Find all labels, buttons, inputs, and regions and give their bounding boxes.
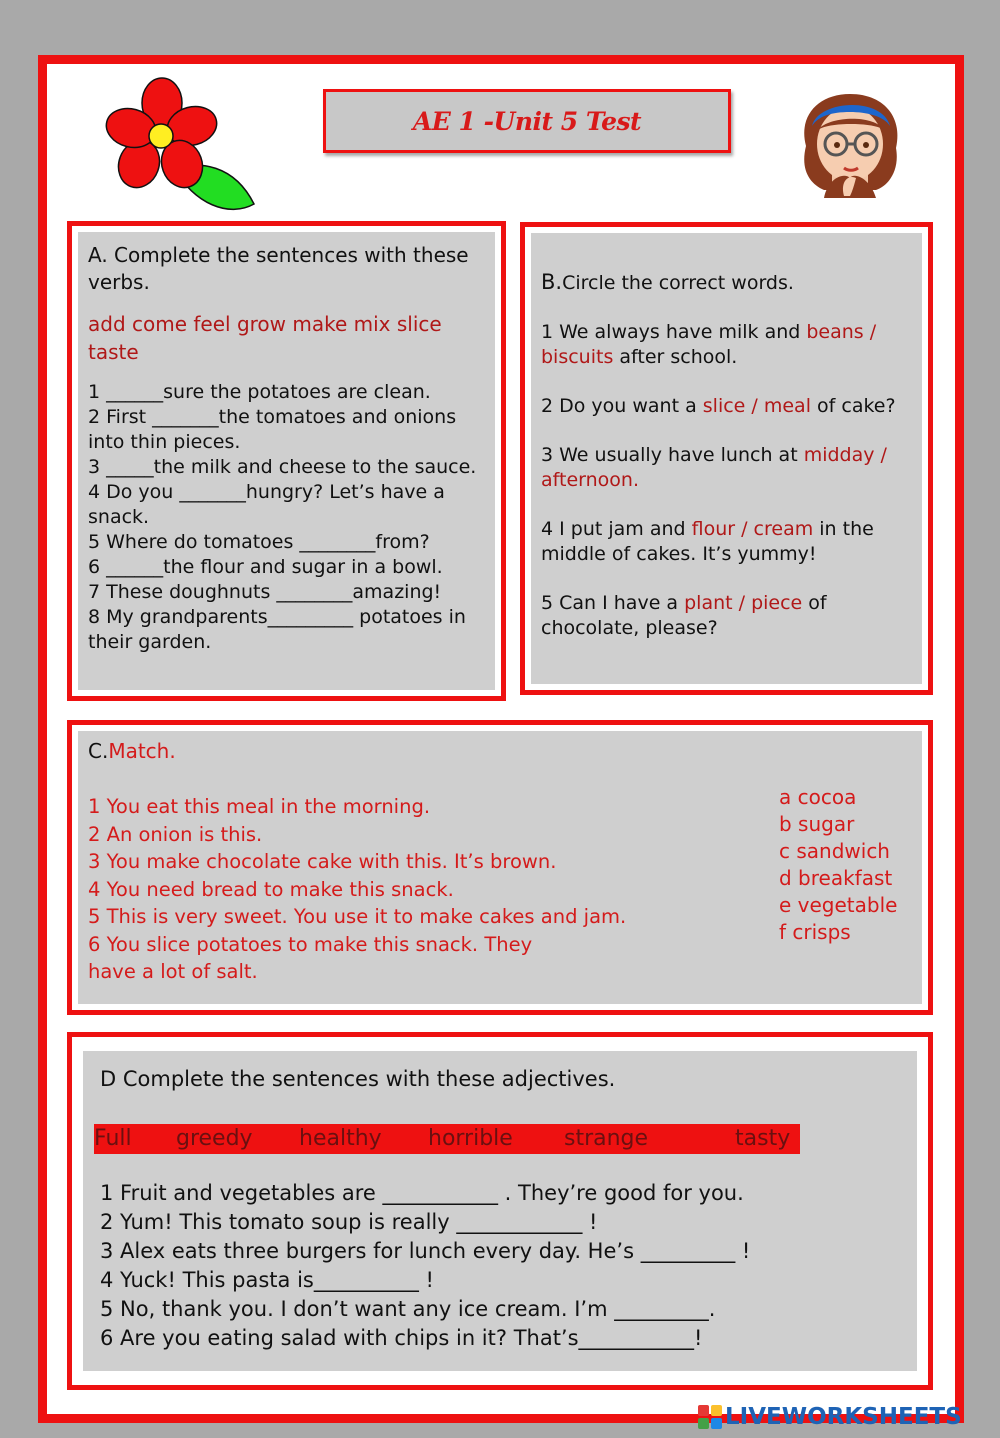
- section-d-item: 4 Yuck! This pasta is__________ !: [100, 1268, 434, 1292]
- section-c-item: 5 This is very sweet. You use it to make cakes and jam.: [88, 905, 627, 928]
- section-d-item: 5 No, thank you. I don’t want any ice cream. I’m _________.: [100, 1297, 716, 1321]
- section-b-item: [541, 320, 914, 370]
- section-b-item: [541, 591, 914, 641]
- item-options[interactable]: beans / biscuits: [541, 321, 877, 368]
- liveworksheets-watermark: [697, 1404, 962, 1430]
- item-options[interactable]: midday / afternoon.: [541, 444, 887, 491]
- section-c-heading-text: Match.: [108, 739, 176, 763]
- item-text: of chocolate, please?: [541, 592, 827, 639]
- item-text: 1 We always have milk and: [541, 321, 807, 343]
- word-bank-item: strange: [564, 1126, 649, 1151]
- word-bank-item: horrible: [428, 1126, 513, 1151]
- worksheet-title: AE 1 -Unit 5 Test: [412, 106, 642, 136]
- section-b-item: [541, 517, 914, 567]
- section-c-option[interactable]: e vegetable: [779, 893, 898, 917]
- item-text: of cake?: [810, 395, 896, 417]
- teacher-avatar-icon: [788, 86, 912, 198]
- section-d-item: 1 Fruit and vegetables are ___________ . They’re good for you.: [100, 1181, 744, 1205]
- section-c-item: 4 You need bread to make this snack.: [88, 877, 454, 901]
- word-bank-item: Full: [94, 1126, 132, 1151]
- section-c-option[interactable]: b sugar: [779, 812, 855, 836]
- item-options[interactable]: plant / piece: [684, 592, 803, 614]
- section-a-item: 6 ______the flour and sugar in a bowl.: [88, 556, 443, 578]
- section-a-item: 7 These doughnuts ________amazing!: [88, 581, 442, 603]
- section-a-item: 3 _____the milk and cheese to the sauce.: [88, 456, 477, 478]
- section-a-content: [78, 232, 495, 690]
- section-a-item: 5 Where do tomatoes ________from?: [88, 531, 430, 553]
- watermark-text: LIVEWORKSHEETS: [725, 1404, 962, 1430]
- item-text: 3 We usually have lunch at: [541, 444, 804, 466]
- section-a-word-bank: add come feel grow make mix slice taste: [88, 312, 442, 364]
- liveworksheets-logo-icon: [697, 1404, 723, 1430]
- section-c-item: 6 You slice potatoes to make this snack. They have a lot of salt.: [88, 932, 533, 983]
- section-c-item: 3 You make chocolate cake with this. It’s brown.: [88, 850, 557, 873]
- section-a-item: 1 ______sure the potatoes are clean.: [88, 381, 431, 403]
- item-text: in the middle of cakes. It’s yummy!: [541, 518, 874, 565]
- section-d-item: 2 Yum! This tomato soup is really ____________ !: [100, 1210, 598, 1234]
- section-a-item: 8 My grandparents_________ potatoes in their garden.: [88, 606, 466, 653]
- section-c-option[interactable]: a cocoa: [779, 785, 857, 809]
- section-b-letter: B.: [541, 270, 563, 294]
- section-c-letter: C.: [88, 739, 109, 763]
- section-d-content: [83, 1051, 917, 1371]
- item-text: after school.: [613, 346, 738, 368]
- section-a-item: 4 Do you _______hungry? Let’s have a snack.: [88, 481, 445, 528]
- section-c-panel: [67, 720, 933, 1015]
- flower-icon: [104, 76, 264, 218]
- section-c-item: 2 An onion is this.: [88, 822, 263, 846]
- section-a-panel: [67, 221, 506, 701]
- section-c-item: 1 You eat this meal in the morning.: [88, 795, 431, 818]
- item-text: 4 I put jam and: [541, 518, 692, 540]
- item-options[interactable]: slice / meal: [702, 395, 811, 417]
- section-d-heading: D Complete the sentences with these adjectives.: [100, 1067, 616, 1091]
- section-b-heading-text: Circle the correct words.: [562, 272, 794, 294]
- word-bank-item: greedy: [176, 1126, 253, 1151]
- section-b-heading: [541, 270, 914, 296]
- title-banner: [323, 89, 731, 153]
- section-c-option[interactable]: f crisps: [779, 920, 851, 944]
- item-options[interactable]: flour / cream: [691, 518, 814, 540]
- item-text: 5 Can I have a: [541, 592, 685, 614]
- word-bank-item: tasty: [735, 1126, 791, 1151]
- word-bank-item: healthy: [299, 1126, 382, 1151]
- section-a-item: 2 First _______the tomatoes and onions into thin pieces.: [88, 406, 457, 453]
- section-d-panel: [67, 1032, 933, 1390]
- section-c-option[interactable]: d breakfast: [779, 866, 893, 890]
- section-d-item: 6 Are you eating salad with chips in it? That’s___________!: [100, 1326, 703, 1350]
- section-c-content: [78, 731, 922, 1004]
- section-c-option[interactable]: c sandwich: [779, 839, 890, 863]
- section-a-heading: A. Complete the sentences with these verbs.: [88, 243, 469, 294]
- section-d-item: 3 Alex eats three burgers for lunch every day. He’s _________ !: [100, 1239, 751, 1263]
- section-b-item: [541, 394, 914, 419]
- section-b-item: [541, 443, 914, 493]
- item-text: 2 Do you want a: [541, 395, 703, 417]
- section-b-panel: [520, 222, 933, 695]
- section-c-heading: [88, 737, 176, 765]
- section-d-word-bank: [94, 1124, 800, 1154]
- section-b-content: [531, 233, 922, 684]
